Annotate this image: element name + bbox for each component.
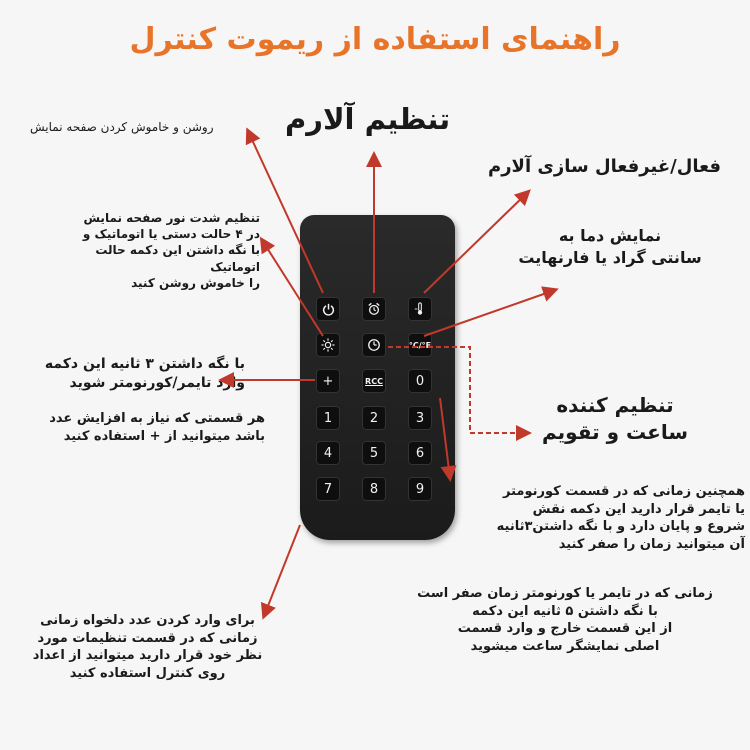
zero-info-line: اصلی نمایشگر ساعت میشوید [470,638,660,654]
numbers-info-line: زمانی که در قسمت تنظیمات مورد [37,630,258,646]
chrono-info-line: یا تایمر قرار دارید این دکمه نقش [532,501,745,517]
arrow-brightness [262,240,323,336]
digit-9-button[interactable]: 9 [408,477,432,501]
arrow-alarm-toggle [424,192,528,293]
brightness-line: تنظیم شدت نور صفحه نمایش [83,211,260,225]
zero-info-line: از این قسمت خارج و وارد قسمت [457,621,673,637]
timer-mode-line: وارد تایمر/کورنومتر شوید [69,374,245,391]
brightness-line: را خاموش روشن کنید [131,275,260,290]
arrow-display-power [248,131,323,293]
numbers-info-line: برای وارد کردن عدد دلخواه زمانی [40,613,255,628]
clock-calendar-line: ساعت و تقویم [541,420,688,444]
clock-calendar-line: تنظیم کننده [556,393,674,417]
digit-6-button[interactable]: 6 [408,441,432,465]
timer-mode-line: با نگه داشتن ۳ ثانیه این دکمه [44,356,245,372]
digit-8-button[interactable]: 8 [362,477,386,501]
chrono-info-line: شروع و پایان دارد و با نگه داشتن۳ثانیه [496,519,745,535]
chrono-info-line: همچنین زمانی که در قسمت کورنومتر [503,484,745,499]
display-power-label: روشن و خاموش کردن صفحه نمایش [30,120,214,134]
plus-info-line: باشد میتوانید از + استفاده کنید [63,428,265,444]
page-title: راهنمای استفاده از ریموت کنترل [129,22,621,57]
digit-4-button[interactable]: 4 [316,441,340,465]
brightness-line: با نگه داشتن این دکمه حالت اتوماتیک [95,243,260,274]
rcc-button[interactable]: RCC [362,369,386,393]
digit-7-button[interactable]: 7 [316,477,340,501]
arrow-temperature [424,290,555,336]
brightness-line: در ۴ حالت دستی یا اتوماتیک و [82,227,260,242]
arrow-numbers [264,525,300,616]
digit-3-button[interactable]: 3 [408,406,432,430]
arrow-zero [440,398,450,478]
zero-info-line: زمانی که در تایمر یا کورنومتر زمان صفر است [417,586,713,601]
zero-button[interactable]: 0 [408,369,432,393]
numbers-info-line: روی کنترل استفاده کنید [69,665,226,681]
temp-unit-button[interactable]: °C/°F [408,333,432,357]
alarm-toggle-label: فعال/غیرفعال سازی آلارم [488,156,722,177]
temperature-line: سانتی گراد یا فارنهایت [518,247,702,267]
chrono-info-line: آن میتوانید زمان را صفر کنید [558,536,745,552]
plus-info-line: هر قسمتی که نیاز به افزایش عدد [49,411,265,426]
arrow-clock-calendar [388,347,528,433]
temperature-line: نمایش دما به [558,226,662,245]
digit-2-button[interactable]: 2 [362,406,386,430]
digit-5-button[interactable]: 5 [362,441,386,465]
plus-button[interactable]: + [316,369,340,393]
digit-1-button[interactable]: 1 [316,406,340,430]
numbers-info-line: نظر خود قرار دارید میتوانید از اعداد [32,648,263,664]
alarm-setting-label: تنظیم آلارم [285,102,451,136]
zero-info-line: با نگه داشتن ۵ ثانیه این دکمه [472,603,658,619]
